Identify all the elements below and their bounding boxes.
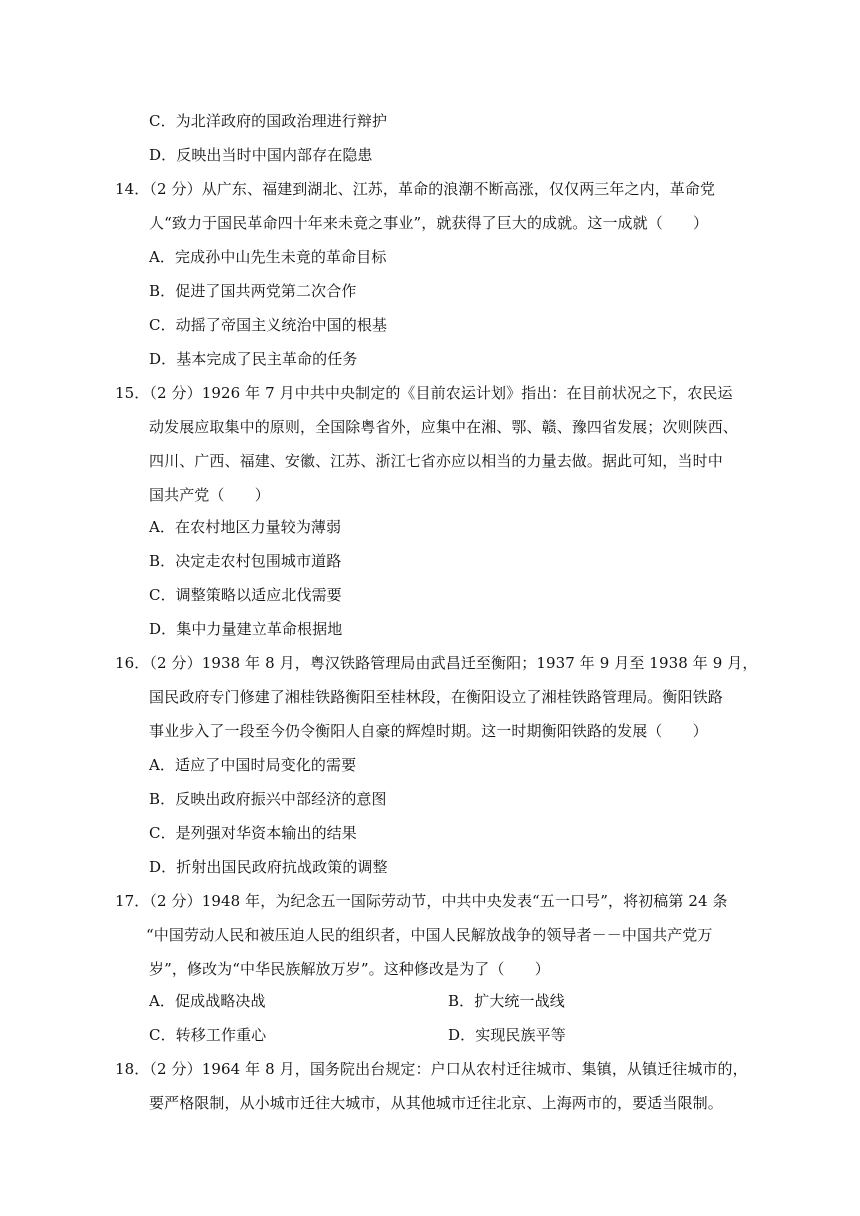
- question-16-stem-line-3: 事业步入了一段至今仍令衡阳人自豪的辉煌时期。这一时期衡阳铁路的发展（ ）: [149, 722, 708, 740]
- question-14-option-c: C．动摇了帝国主义统治中国的根基: [149, 316, 388, 334]
- question-15-stem-line-4: 国共产党（ ）: [149, 486, 270, 504]
- question-14-stem-line-1: 14．（2 分）从广东、福建到湖北、江苏，革命的浪潮不断高涨，仅仅两三年之内，革命党: [115, 180, 716, 198]
- question-14-option-d: D．基本完成了民主革命的任务: [149, 350, 358, 368]
- question-17-option-b: B．扩大统一战线: [448, 992, 565, 1010]
- question-15-stem-line-3: 四川、广西、福建、安徽、江苏、浙江七省亦应以相当的力量去做。据此可知，当时中: [149, 452, 723, 470]
- question-15-stem-line-1: 15．（2 分）1926 年 7 月中共中央制定的《目前农运计划》指出：在目前状况之下，农民运: [115, 384, 733, 402]
- question-17-option-d: D．实现民族平等: [448, 1026, 566, 1044]
- question-15-option-a: A．在农村地区力量较为薄弱: [149, 518, 342, 536]
- option-c-prev: C．为北洋政府的国政治理进行辩护: [149, 112, 388, 130]
- question-16-option-b: B．反映出政府振兴中部经济的意图: [149, 790, 387, 808]
- question-14-stem-line-2: 人“致力于国民革命四十年来未竟之事业”，就获得了巨大的成就。这一成就（ ）: [149, 214, 709, 232]
- question-18-stem-line-2: 要严格限制，从小城市迁往大城市，从其他城市迁往北京、上海两市的，要适当限制。: [149, 1094, 723, 1112]
- question-17-stem-line-3: 岁”，修改为“中华民族解放万岁”。这种修改是为了（ ）: [149, 960, 550, 978]
- option-d-prev: D．反映出当时中国内部存在隐患: [149, 146, 373, 164]
- question-17-stem-line-1: 17．（2 分）1948 年，为纪念五一国际劳动节，中共中央发表“五一口号”，将初稿第 24 条: [115, 892, 728, 910]
- question-15-stem-line-2: 动发展应取集中的原则，全国除粤省外，应集中在湘、鄂、赣、豫四省发展；次则陕西、: [149, 418, 738, 436]
- question-16-stem-line-1: 16．（2 分）1938 年 8 月，粤汉铁路管理局由武昌迁至衡阳；1937 年 9 月至 1938 年 9 月，: [115, 654, 758, 672]
- question-16-option-a: A．适应了中国时局变化的需要: [149, 756, 357, 774]
- question-15-option-b: B．决定走农村包围城市道路: [149, 552, 342, 570]
- question-17-stem-line-2: “中国劳动人民和被压迫人民的组织者，中国人民解放战争的领导者－－中国共产党万: [146, 926, 713, 944]
- question-16-option-d: D．折射出国民政府抗战政策的调整: [149, 858, 388, 876]
- question-14-option-b: B．促进了国共两党第二次合作: [149, 282, 357, 300]
- question-17-option-a: A．促成战略决战: [149, 992, 266, 1010]
- question-17-option-c: C．转移工作重心: [149, 1026, 267, 1044]
- question-14-option-a: A．完成孙中山先生未竟的革命目标: [149, 248, 387, 266]
- question-16-stem-line-2: 国民政府专门修建了湘桂铁路衡阳至桂林段，在衡阳设立了湘桂铁路管理局。衡阳铁路: [149, 688, 723, 706]
- question-15-option-c: C．调整策略以适应北伐需要: [149, 586, 342, 604]
- question-16-option-c: C．是列强对华资本输出的结果: [149, 824, 357, 842]
- question-15-option-d: D．集中力量建立革命根据地: [149, 620, 343, 638]
- question-18-stem-line-1: 18．（2 分）1964 年 8 月，国务院出台规定：户口从农村迁往城市、集镇，从镇迁往城市的，: [115, 1060, 748, 1078]
